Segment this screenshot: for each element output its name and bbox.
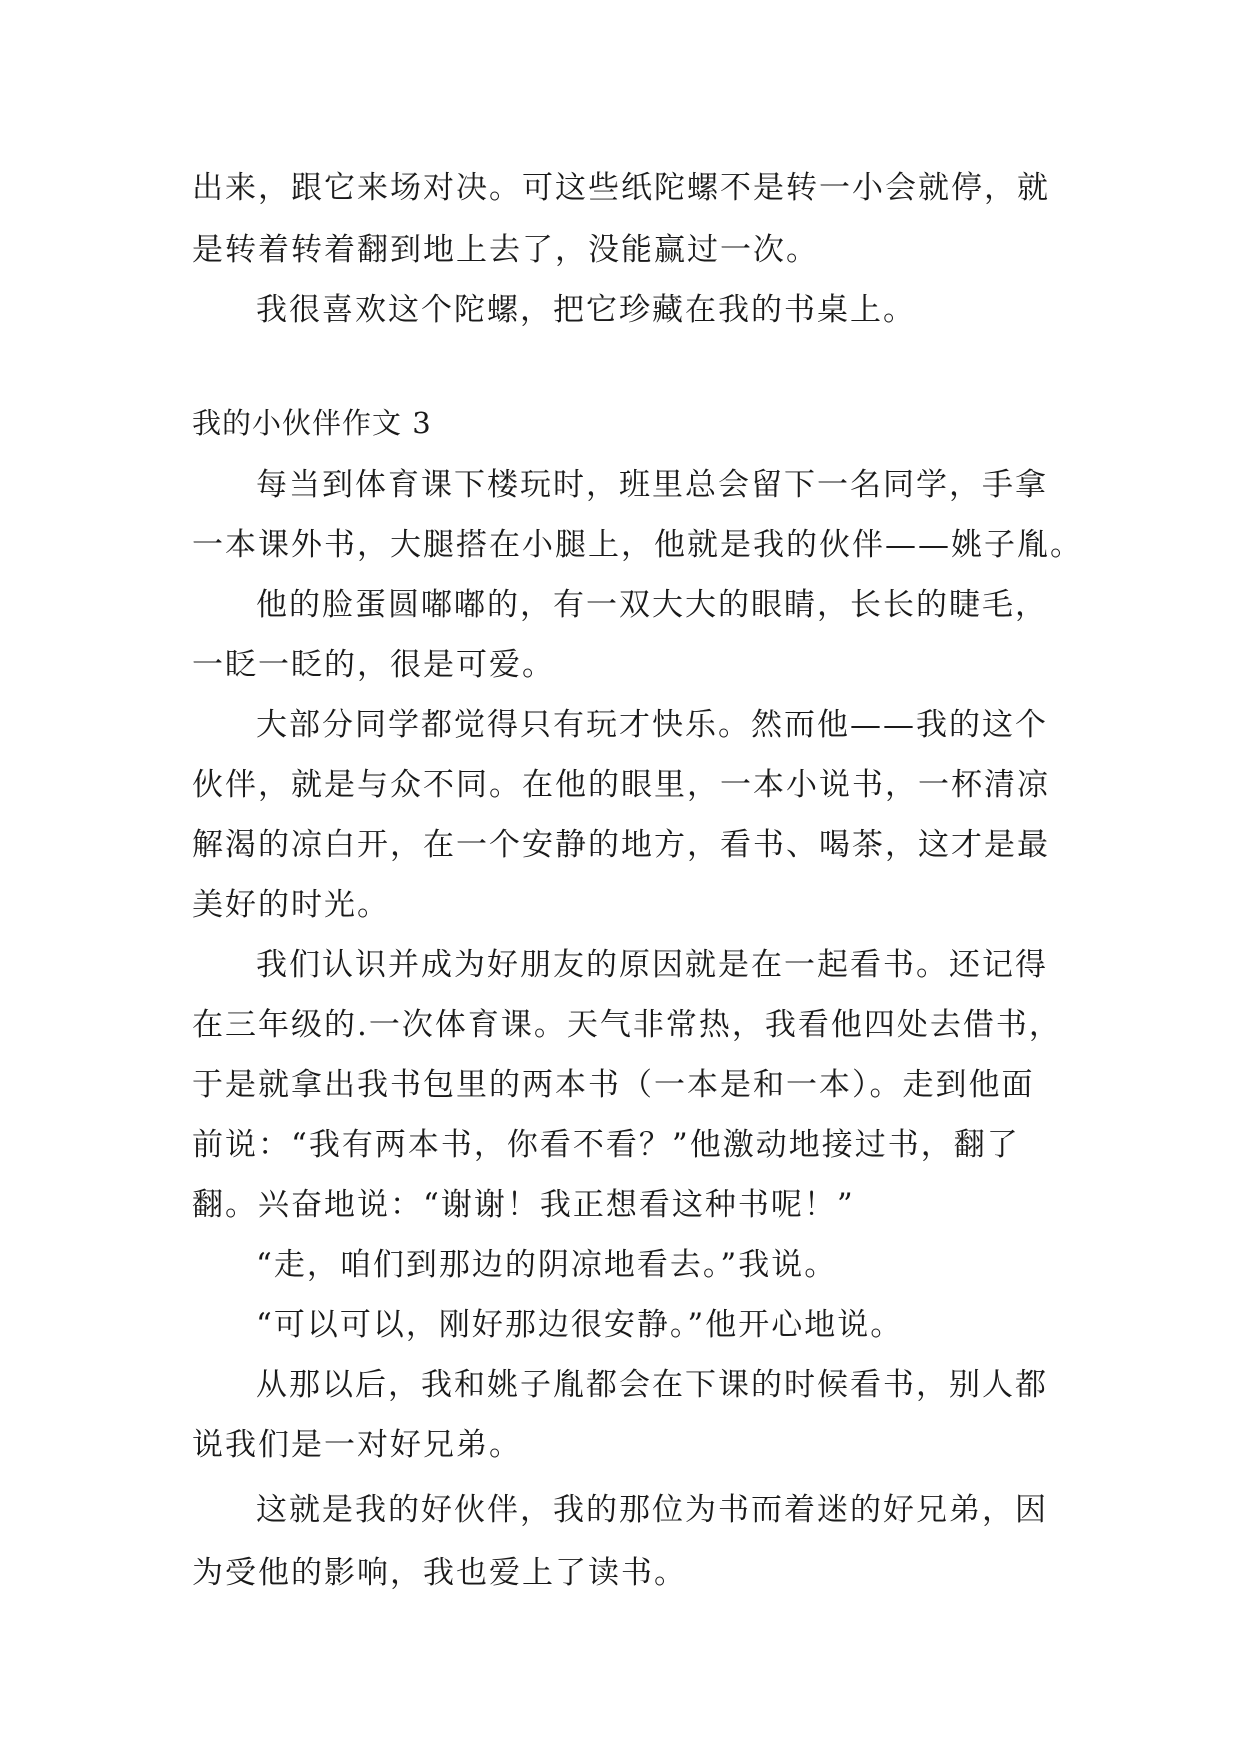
paragraph-line: 于是就拿出我书包里的两本书（一本是和一本）。走到他面 (192, 1067, 1035, 1103)
paragraph-line: 是转着转着翻到地上去了，没能赢过一次。 (192, 232, 819, 268)
paragraph-line: 我们认识并成为好朋友的原因就是在一起看书。还记得 (256, 947, 1048, 983)
paragraph-line: 每当到体育课下楼玩时，班里总会留下一名同学，手拿 (256, 467, 1048, 503)
paragraph-line: 从那以后，我和姚子胤都会在下课的时候看书，别人都 (256, 1367, 1048, 1403)
paragraph-line: 说我们是一对好兄弟。 (192, 1427, 522, 1463)
paragraph-line: 前说：“我有两本书，你看不看？”他激动地接过书，翻了 (192, 1127, 1020, 1163)
paragraph-line: “走，咱们到那边的阴凉地看去。”我说。 (256, 1247, 838, 1283)
paragraph-line: 他的脸蛋圆嘟嘟的，有一双大大的眼睛，长长的睫毛， (256, 587, 1048, 623)
paragraph-line: 伙伴，就是与众不同。在他的眼里，一本小说书，一杯清凉 (192, 767, 1050, 803)
paragraph-line: 为受他的影响，我也爱上了读书。 (192, 1555, 687, 1591)
paragraph-line: 出来，跟它来场对决。可这些纸陀螺不是转一小会就停，就 (192, 170, 1050, 206)
paragraph-line: 解渴的凉白开，在一个安静的地方，看书、喝茶，这才是最 (192, 827, 1050, 863)
paragraph-line: 翻。兴奋地说：“谢谢！我正想看这种书呢！” (192, 1187, 855, 1223)
paragraph-line: 美好的时光。 (192, 887, 390, 923)
paragraph-line: 在三年级的.一次体育课。天气非常热，我看他四处去借书， (192, 1007, 1062, 1043)
paragraph-line: 我很喜欢这个陀螺，把它珍藏在我的书桌上。 (256, 292, 916, 328)
essay-heading: 我的小伙伴作文 3 (192, 406, 432, 440)
paragraph-line: 大部分同学都觉得只有玩才快乐。然而他——我的这个 (256, 707, 1048, 743)
paragraph-line: “可以可以，刚好那边很安静。”他开心地说。 (256, 1307, 904, 1343)
paragraph-line: 这就是我的好伙伴，我的那位为书而着迷的好兄弟，因 (256, 1492, 1048, 1528)
paragraph-line: 一本课外书，大腿搭在小腿上，他就是我的伙伴——姚子胤。 (192, 527, 1083, 563)
paragraph-line: 一眨一眨的，很是可爱。 (192, 647, 555, 683)
